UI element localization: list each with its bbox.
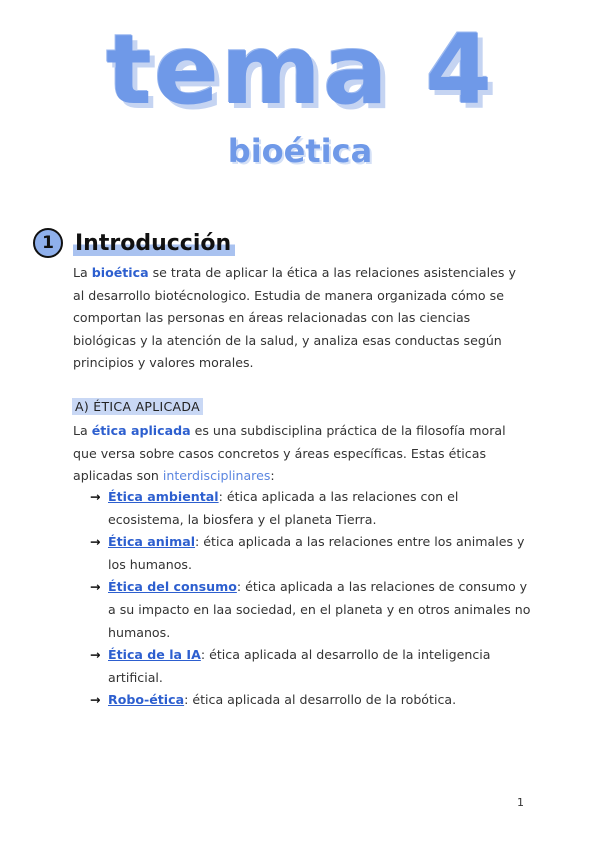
bullet-text: : ética aplicada a las relaciones de consumo y a su impacto en laa sociedad, en el planeta y en otros animales no humanos.	[108, 579, 531, 640]
bullet-term: Ética ambiental	[108, 489, 219, 504]
intro-text: se trata de aplicar la ética a las relaciones asistenciales y al desarrollo biotécnologico. Estudia de manera organizada cómo se comportan las personas en áreas relacionadas con las ciencias biológicas y la atención de la salud, y analiza esas conductas según principios y valores morales.	[73, 265, 516, 371]
bullet-text: : ética aplicada a las relaciones con el ecosistema, la biosfera y el planeta Tierra.	[108, 489, 459, 527]
section-number-badge: 1	[33, 228, 63, 258]
arrow-right-icon: →	[90, 579, 101, 595]
subsection-heading: A) ÉTICA APLICADA	[72, 398, 203, 415]
page-title: tema 4	[105, 14, 495, 126]
ethics-bullet-list	[90, 486, 534, 712]
arrow-right-icon: →	[90, 692, 101, 708]
subsection-highlight: interdisciplinares	[162, 468, 271, 484]
bullet-term: Ética de la IA	[108, 647, 201, 663]
arrow-right-icon: →	[90, 534, 101, 550]
list-item	[90, 486, 534, 531]
bullet-text: : ética aplicada al desarrollo de la inteligencia artificial.	[108, 647, 491, 685]
intro-prefix: La	[73, 265, 92, 280]
subsection-suffix: :	[270, 468, 275, 484]
subsection-prefix: La	[73, 423, 92, 438]
list-item	[90, 644, 534, 689]
intro-paragraph	[73, 262, 531, 375]
subsection-text: es una subdisciplina práctica de la filosofía moral que versa sobre casos concretos y áreas específicas. Estas éticas aplicadas son	[73, 423, 506, 484]
page-subtitle: bioética	[227, 132, 373, 170]
list-item	[90, 531, 534, 576]
bullet-term: Ética del consumo	[108, 579, 237, 595]
bullet-text: : ética aplicada a las relaciones entre los animales y los humanos.	[108, 534, 525, 572]
list-item	[90, 576, 534, 644]
subsection-term: ética aplicada	[91, 423, 191, 438]
intro-term: bioética	[91, 265, 149, 280]
bullet-term: Ética animal	[108, 534, 196, 550]
bullet-term: Robo-ética	[108, 692, 185, 708]
arrow-right-icon: →	[90, 647, 101, 663]
bullet-text: : ética aplicada al desarrollo de la robótica.	[184, 692, 457, 708]
section-title: Introducción	[73, 231, 235, 256]
list-item	[90, 689, 534, 712]
page-number: 1	[517, 796, 524, 809]
arrow-right-icon: →	[90, 489, 101, 504]
subsection-paragraph	[73, 420, 531, 488]
